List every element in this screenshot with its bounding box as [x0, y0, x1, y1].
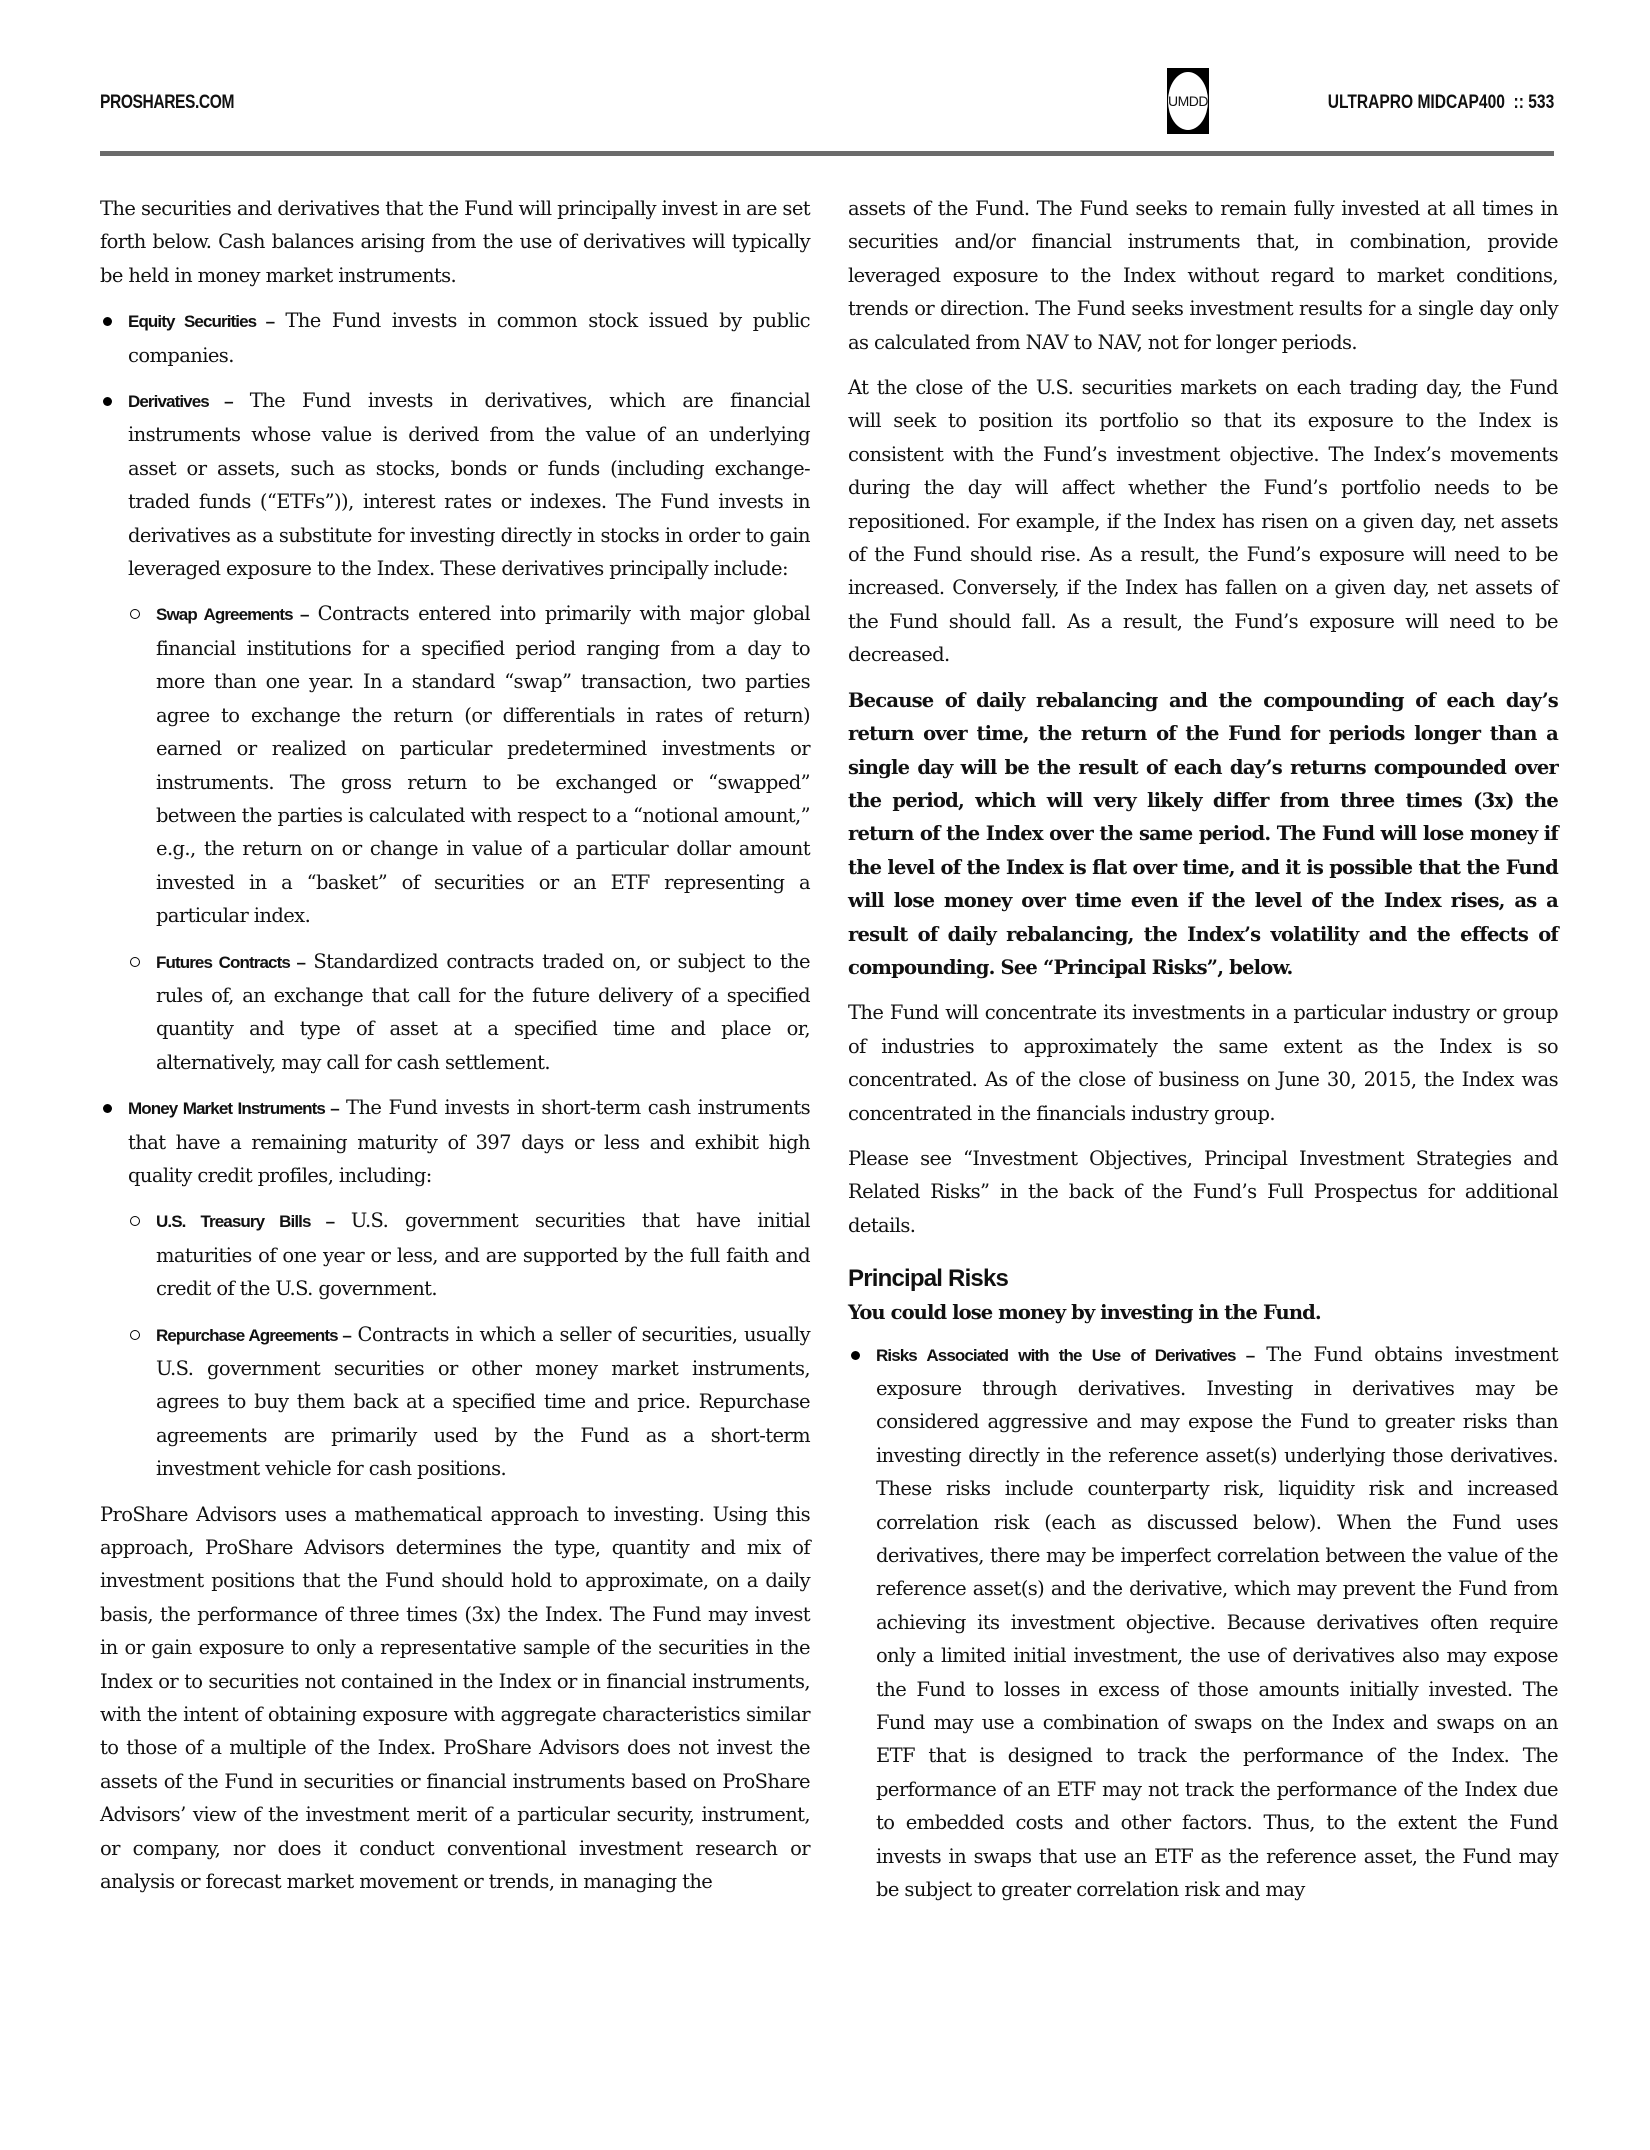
term-text: U.S. government securities that have initial maturities of one year or less, and are supported by the full faith and credit of the U.S. government. [156, 1209, 810, 1301]
term-label: Risks Associated with the Use of Derivatives – [876, 1345, 1255, 1365]
sublist-item-treasury-bills [128, 1204, 810, 1305]
ticker-circle-icon: UMDD [1168, 72, 1208, 130]
list-item-derivatives [100, 384, 810, 1079]
term-text: Contracts entered into primarily with major global financial institutions for a specified period ranging from a day to more than one year. In a standard “swap” transaction, two parties agree to exchange the return (or differentials in rates of return) earned or realized on particular predetermined investments or instruments. The gross return to be exchanged or “swapped” between the parties is calculated with respect to a “notional amount,” e.g., the return on or change in value of a particular dollar amount invested in a “basket” of securities or an ETF representing a particular index. [156, 602, 810, 928]
risks-subheading: You could lose money by investing in the Fund. [848, 1301, 1321, 1325]
title-separator: :: [1513, 92, 1524, 113]
term-text: The Fund invests in short-term cash instruments that have a remaining maturity of 397 days or less and exhibit high quality credit profiles, including: [128, 1096, 810, 1187]
securities-list [100, 304, 810, 1485]
header-rule [100, 151, 1554, 156]
term-text: Contracts in which a seller of securities, usually U.S. government securities or other money market instruments, agrees to buy them back at a specified time and price. Repurchase agreements are primarily used by the Fund as a short-term investment vehicle for cash positions. [156, 1322, 810, 1481]
ticker-badge [1167, 68, 1209, 134]
term-label: Swap Agreements – [156, 605, 309, 625]
approach-paragraph: ProShare Advisors uses a mathematical approach to investing. Using this approach, ProShare Advisors determines the type, quantity and mix of investment positions that the Fund should hold to approximate, on a daily basis, the performance of three times (3x) the Index. The Fund may invest in or gain exposure to only a representative sample of the securities in the Index or to securities not contained in the Index or in financial instruments, with the intent of obtaining exposure with aggregate characteristics similar to those of a multiple of the Index. ProShare Advisors does not invest the assets of the Fund in securities or financial instruments based on ProShare Advisors’ view of the investment merit of a particular security, instrument, or company, nor does it conduct conventional investment research or analysis or forecast market movement or trends, in managing the [100, 1502, 810, 1894]
continuation-paragraph: assets of the Fund. The Fund seeks to remain fully invested at all times in securities and/or financial instruments that, in combination, provide leveraged exposure to the Index without regard to market conditions, trends or direction. The Fund seeks investment results for a single day only as calculated from NAV to NAV, not for longer periods. [848, 197, 1558, 354]
site-name: PROSHARES.COM [100, 92, 235, 113]
fund-page-title [1327, 92, 1554, 114]
sublist-item-repurchase [128, 1318, 810, 1486]
page-number: 533 [1528, 92, 1554, 113]
list-item-equity [100, 304, 810, 372]
term-label: Equity Securities – [128, 312, 275, 332]
list-item-money-market [100, 1091, 810, 1485]
term-label: Repurchase Agreements – [156, 1325, 351, 1345]
money-market-sublist [128, 1204, 810, 1485]
term-label: Derivatives – [128, 392, 233, 412]
principal-risks-heading: Principal Risks [848, 1265, 1009, 1293]
term-text: The Fund invests in common stock issued by public companies. [128, 309, 810, 367]
rebalance-paragraph: At the close of the U.S. securities markets on each trading day, the Fund will seek to position its portfolio so that its exposure to the Index is consistent with the Fund’s investment objective. The Index’s movements during the day will affect whether the Fund’s portfolio needs to be repositioned. For example, if the Index has risen on a given day, net assets of the Fund should rise. As a result, the Fund’s exposure will need to be increased. Conversely, if the Index has fallen on a given day, net assets of the Fund should fall. As a result, the Fund’s exposure will need to be decreased. [848, 376, 1558, 667]
intro-paragraph: The securities and derivatives that the Fund will principally invest in are set forth below. Cash balances arising from the use of derivatives will typically be held in money market instruments. [100, 197, 810, 287]
term-label: U.S. Treasury Bills – [156, 1212, 335, 1232]
risks-list [848, 1338, 1558, 1907]
derivatives-sublist [128, 597, 810, 1079]
see-also-paragraph: Please see “Investment Objectives, Principal Investment Strategies and Related Risks” in the back of the Fund’s Full Prospectus for additional details. [848, 1146, 1558, 1237]
sublist-item-swaps [128, 597, 810, 932]
term-text: The Fund invests in derivatives, which are financial instruments whose value is derived from the value of an underlying asset or assets, such as stocks, bonds or funds (including exchange-traded funds (“ETFs”)), interest rates or indexes. The Fund invests in derivatives as a substitute for investing directly in stocks in order to gain leveraged exposure to the Index. These derivatives principally include: [128, 389, 810, 581]
compounding-warning: Because of daily rebalancing and the compounding of each day’s return over time, the return of the Fund for periods longer than a single day will be the result of each day’s returns compounded over the period, which will very likely differ from three times (3x) the return of the Index over the same period. The Fund will lose money if the level of the Index is flat over time, and it is possible that the Fund will lose money over time even if the level of the Index rises, as a result of daily rebalancing, the Index’s volatility and the effects of compounding. See “Principal Risks”, below. [848, 688, 1558, 979]
term-text: The Fund obtains investment exposure through derivatives. Investing in derivatives may be considered aggressive and may expose the Fund to greater risks than investing directly in the reference asset(s) underlying those derivatives. These risks include counterparty risk, liquidity risk and increased correlation risk (each as discussed below). When the Fund uses derivatives, there may be imperfect correlation between the value of the reference asset(s) and the derivative, which may prevent the Fund from achieving its investment objective. Because derivatives often require only a limited initial investment, the use of derivatives also may expose the Fund to losses in excess of those amounts initially invested. The Fund may use a combination of swaps on the Index and swaps on an ETF that is designed to track the performance of the Index. The performance of an ETF may not track the performance of the Index due to embedded costs and other factors. Thus, to the extent the Fund invests in swaps that use an ETF as the reference asset, the Fund may be subject to greater correlation risk and may [876, 1342, 1558, 1902]
term-text: Standardized contracts traded on, or subject to the rules of, an exchange that call for the future delivery of a specified quantity and type of asset at a specified time and place or, alternatively, may call for cash settlement. [156, 949, 810, 1074]
term-label: Money Market Instruments – [128, 1099, 339, 1119]
term-label: Futures Contracts – [156, 952, 306, 972]
fund-name: ULTRAPRO MIDCAP400 [1327, 92, 1505, 113]
concentration-paragraph: The Fund will concentrate its investments in a particular industry or group of industries to approximately the same extent as the Index is so concentrated. As of the close of business on June 30, 2015, the Index was concentrated in the financials industry group. [848, 1001, 1558, 1125]
right-column [848, 192, 1558, 1919]
page-header [100, 0, 1554, 160]
sublist-item-futures [128, 945, 810, 1080]
list-item-derivatives-risk [848, 1338, 1558, 1907]
left-column [100, 192, 810, 1911]
